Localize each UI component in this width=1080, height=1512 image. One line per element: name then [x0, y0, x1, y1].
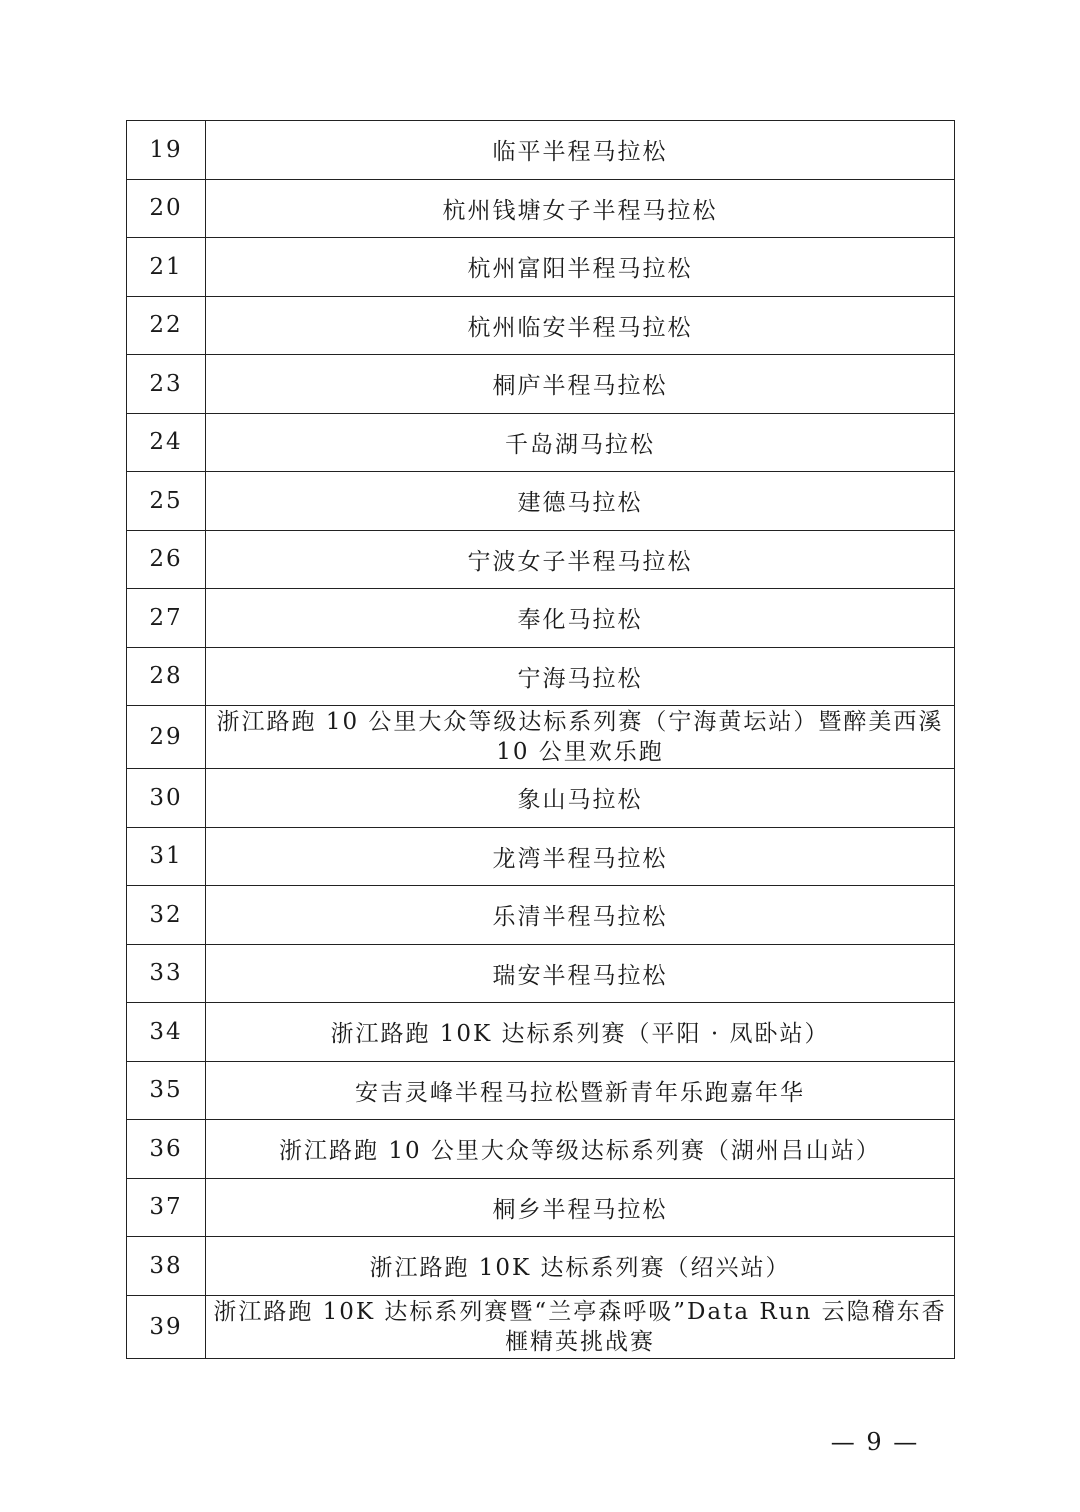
table-row	[127, 1178, 955, 1237]
row-number: 19	[127, 121, 206, 180]
table-row	[127, 647, 955, 706]
row-number: 26	[127, 530, 206, 589]
row-number: 34	[127, 1003, 206, 1062]
event-name: 象山马拉松	[206, 769, 955, 828]
row-number: 20	[127, 179, 206, 238]
table-row	[127, 1003, 955, 1062]
event-name: 杭州钱塘女子半程马拉松	[206, 179, 955, 238]
table-row	[127, 589, 955, 648]
table-row	[127, 238, 955, 297]
row-number: 29	[127, 706, 206, 769]
row-number: 23	[127, 355, 206, 414]
table-row	[127, 296, 955, 355]
event-name: 奉化马拉松	[206, 589, 955, 648]
event-name: 龙湾半程马拉松	[206, 827, 955, 886]
table-row	[127, 413, 955, 472]
table-row	[127, 355, 955, 414]
event-name: 建德马拉松	[206, 472, 955, 531]
row-number: 37	[127, 1178, 206, 1237]
table-row	[127, 886, 955, 945]
events-table-body	[127, 121, 955, 1359]
table-row	[127, 827, 955, 886]
event-name: 杭州临安半程马拉松	[206, 296, 955, 355]
row-number: 38	[127, 1237, 206, 1296]
row-number: 32	[127, 886, 206, 945]
row-number: 39	[127, 1295, 206, 1358]
event-name: 桐乡半程马拉松	[206, 1178, 955, 1237]
event-name: 安吉灵峰半程马拉松暨新青年乐跑嘉年华	[206, 1061, 955, 1120]
row-number: 22	[127, 296, 206, 355]
page-number: — 9 —	[830, 1428, 920, 1456]
event-name: 宁波女子半程马拉松	[206, 530, 955, 589]
row-number: 30	[127, 769, 206, 828]
row-number: 25	[127, 472, 206, 531]
event-name: 浙江路跑 10K 达标系列赛（平阳 · 凤卧站）	[206, 1003, 955, 1062]
row-number: 27	[127, 589, 206, 648]
events-table	[126, 120, 955, 1359]
table-row	[127, 769, 955, 828]
event-name: 宁海马拉松	[206, 647, 955, 706]
row-number: 31	[127, 827, 206, 886]
row-number: 28	[127, 647, 206, 706]
row-number: 36	[127, 1120, 206, 1179]
table-row	[127, 706, 955, 769]
event-name: 杭州富阳半程马拉松	[206, 238, 955, 297]
table-row	[127, 530, 955, 589]
table-row	[127, 1237, 955, 1296]
event-name: 临平半程马拉松	[206, 121, 955, 180]
event-name: 浙江路跑 10 公里大众等级达标系列赛（湖州吕山站）	[206, 1120, 955, 1179]
row-number: 33	[127, 944, 206, 1003]
event-name: 桐庐半程马拉松	[206, 355, 955, 414]
table-row	[127, 179, 955, 238]
table-row	[127, 1061, 955, 1120]
table-row	[127, 944, 955, 1003]
event-name: 瑞安半程马拉松	[206, 944, 955, 1003]
table-row	[127, 1295, 955, 1358]
event-name: 浙江路跑 10K 达标系列赛暨“兰亭森呼吸”Data Run 云隐稽东香榧精英挑战赛	[206, 1295, 955, 1358]
event-name: 乐清半程马拉松	[206, 886, 955, 945]
table-row	[127, 121, 955, 180]
event-name: 浙江路跑 10 公里大众等级达标系列赛（宁海黄坛站）暨醉美西溪 10 公里欢乐跑	[206, 706, 955, 769]
row-number: 35	[127, 1061, 206, 1120]
event-name: 浙江路跑 10K 达标系列赛（绍兴站）	[206, 1237, 955, 1296]
table-row	[127, 1120, 955, 1179]
row-number: 21	[127, 238, 206, 297]
event-name: 千岛湖马拉松	[206, 413, 955, 472]
row-number: 24	[127, 413, 206, 472]
table-row	[127, 472, 955, 531]
